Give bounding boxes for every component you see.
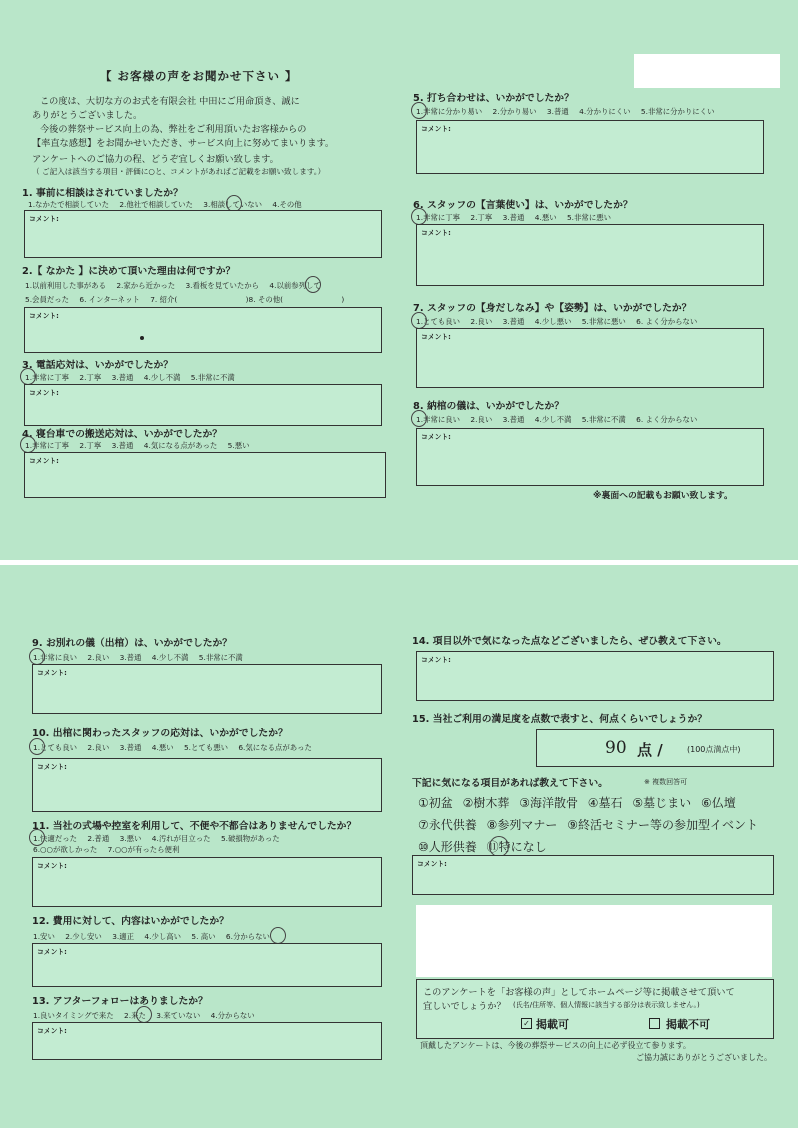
q1-options (28, 199, 310, 210)
q4-option-3[interactable]: 3.普通 (111, 441, 134, 450)
q10-option-5[interactable]: 5.とても悪い (183, 743, 228, 752)
q6-option-1[interactable]: 1.非常に丁寧 (416, 213, 461, 222)
comment-label: コメント: (29, 215, 59, 223)
q14-text: 14. 項目以外で気になった点などございましたら、ぜひ教えて下さい。 (412, 636, 727, 647)
q6-option-5[interactable]: 5.非常に悪い (566, 213, 611, 222)
q4-options (25, 440, 257, 451)
answer-circle-mark (20, 368, 36, 385)
q5-options (416, 106, 722, 117)
redaction-block (634, 54, 780, 88)
comment-label: コメント: (421, 333, 451, 341)
interest-comment-box[interactable] (412, 855, 774, 895)
q13-comment-box[interactable] (32, 1022, 382, 1060)
q1-option-4[interactable]: 4.その他 (272, 200, 302, 209)
publish-yes-label: 掲載可 (536, 1018, 569, 1031)
q11-option-3[interactable]: 3.悪い (119, 834, 142, 843)
intro-line-4: 【率直な感想】をお聞かせいただき、サービス向上に努めてまいります。 (32, 138, 335, 149)
q3-option-2[interactable]: 2.丁寧 (79, 373, 102, 382)
q2-options-row2 (25, 294, 352, 305)
q9-text: 9. お別れの儀（出棺）は、いかがでしたか？ (32, 638, 233, 649)
q12-option-4[interactable]: 4.少し高い (144, 932, 182, 941)
answer-circle-mark (29, 738, 45, 755)
q13-option-2[interactable]: 2.来た (124, 1011, 146, 1020)
q6-comment-box[interactable] (416, 224, 764, 286)
interest-option-4[interactable]: ④墓石 (587, 796, 623, 810)
q7-comment-box[interactable] (416, 328, 764, 388)
q10-option-6[interactable]: 6.気になる点があった (238, 743, 312, 752)
answer-circle-mark (20, 436, 36, 453)
publish-note: (氏名/住所等、個人情報に該当する部分は表示致しません。) (513, 1001, 700, 1009)
answer-circle-mark (270, 927, 286, 944)
q5-option-2[interactable]: 2.分かり易い (492, 107, 537, 116)
q3-options (25, 372, 243, 383)
q10-comment-box[interactable] (32, 758, 382, 812)
answer-circle-mark (411, 410, 427, 427)
q8-option-6[interactable]: 6. よく分からない (636, 415, 698, 424)
q10-option-3[interactable]: 3.普通 (119, 743, 142, 752)
q10-option-2[interactable]: 2.良い (87, 743, 110, 752)
q11-option-4[interactable]: 4.汚れが目立った (151, 834, 211, 843)
q13-option-1[interactable]: 1.良いタイミングで来た (33, 1011, 114, 1020)
q9-options (33, 652, 251, 663)
survey-title: 【 お客様の声をお聞かせ下さい 】 (100, 69, 298, 83)
interest-row-2 (418, 816, 764, 833)
q11-option-7[interactable]: 7.○○が有ったら便利 (107, 845, 180, 854)
q3-option-1[interactable]: 1.非常に丁寧 (25, 373, 70, 382)
back-side-note: ※裏面への記載もお願い致します。 (593, 491, 733, 501)
interest-note: ※ 複数回答可 (644, 778, 688, 786)
q1-comment-box[interactable] (24, 210, 382, 258)
answer-circle-mark (29, 648, 45, 665)
answer-circle-mark (305, 276, 321, 293)
q11-options-row1 (33, 833, 288, 844)
q5-comment-box[interactable] (416, 120, 764, 174)
answer-circle-mark (411, 312, 427, 329)
q9-option-5[interactable]: 5.非常に不満 (198, 653, 243, 662)
q2-option-2[interactable]: 2.家から近かった (116, 281, 176, 290)
q7-option-1[interactable]: 1.とても良い (416, 317, 461, 326)
intro-line-1: この度は、大切な方のお式を有限会社 中田にご用命頂き、誠に (40, 96, 300, 107)
q2-option-7[interactable]: 7. 紹介( (150, 295, 178, 304)
publish-text-2: 宜しいでしょうか？ (423, 1001, 506, 1012)
q12-option-3[interactable]: 3.適正 (112, 932, 135, 941)
comment-label: コメント: (421, 656, 451, 664)
q2-option-close: ) (341, 295, 345, 304)
q11-text: 11. 当社の式場や控室を利用して、不便や不都合はありませんでしたか？ (32, 821, 357, 832)
q6-text: 6. スタッフの【言葉使い】は、いかがでしたか？ (413, 200, 633, 211)
q7-option-4[interactable]: 4.少し悪い (534, 317, 572, 326)
q5-option-4[interactable]: 4.分かりにくい (579, 107, 631, 116)
q6-options (416, 212, 619, 223)
interest-text: 下記に気になる項目があれば教えて下さい。 (412, 778, 608, 789)
q3-comment-box[interactable] (24, 384, 382, 426)
q7-options (416, 316, 705, 327)
q4-text: 4. 寝台車での搬送応対は、いかがでしたか？ (22, 429, 223, 440)
comment-label: コメント: (421, 125, 451, 133)
q4-comment-box[interactable] (24, 452, 386, 498)
q1-option-1[interactable]: 1.なかたで相談していた (28, 200, 109, 209)
q8-text: 8. 納棺の儀は、いかがでしたか？ (413, 401, 565, 412)
interest-row-1 (418, 794, 742, 811)
comment-label: コメント: (37, 948, 67, 956)
interest-option-11[interactable]: ⑪特になし (486, 840, 547, 854)
q10-option-4[interactable]: 4.悪い (151, 743, 174, 752)
q2-options-row1 (25, 280, 329, 291)
redaction-block (416, 905, 772, 977)
publish-no-label: 掲載不可 (666, 1018, 710, 1031)
q2-option-1[interactable]: 1.以前利用した事がある (25, 281, 106, 290)
q9-option-4[interactable]: 4.少し不満 (151, 653, 189, 662)
q3-text: 3. 電話応対は、いかがでしたか？ (22, 360, 174, 371)
q12-option-6[interactable]: 6.分からない (225, 932, 270, 941)
q5-text: 5. 打ち合わせは、いかがでしたか？ (413, 93, 574, 104)
q8-option-5[interactable]: 5.非常に不満 (581, 415, 626, 424)
q5-option-5[interactable]: 5.非常に分かりにくい (640, 107, 715, 116)
answer-circle-mark (411, 102, 427, 119)
q8-option-4[interactable]: 4.少し不満 (534, 415, 572, 424)
q4-option-4[interactable]: 4.気になる点があった (143, 441, 218, 450)
q11-comment-box[interactable] (32, 857, 382, 907)
q2-option-6[interactable]: 6. インターネット (79, 295, 140, 304)
publish-no-checkbox[interactable] (649, 1018, 660, 1029)
comment-label: コメント: (37, 763, 67, 771)
q2-option-8[interactable]: )8. その他( (245, 295, 283, 304)
survey-sheet-front (0, 0, 798, 560)
q4-option-1[interactable]: 1.非常に丁寧 (25, 441, 70, 450)
intro-line-5: アンケートへのご協力の程、どうぞ宜しくお願い致します。 (32, 154, 279, 165)
q12-option-5[interactable]: 5. 高い (191, 932, 216, 941)
q12-option-2[interactable]: 2.少し安い (65, 932, 102, 941)
q9-option-2[interactable]: 2.良い (87, 653, 110, 662)
intro-line-2: ありがとうございました。 (32, 110, 143, 121)
comment-label: コメント: (29, 312, 59, 320)
q12-options (33, 931, 278, 942)
q3-option-3[interactable]: 3.普通 (111, 373, 134, 382)
q11-option-5[interactable]: 5.破損物があった (220, 834, 280, 843)
comment-label: コメント: (29, 389, 59, 397)
q9-option-1[interactable]: 1.非常に良い (33, 653, 78, 662)
q1-option-3[interactable]: 3.相談していない (203, 200, 263, 209)
q6-option-2[interactable]: 2.丁寧 (470, 213, 493, 222)
interest-option-10[interactable]: ⑩人形供養 (418, 840, 477, 854)
q3-option-4[interactable]: 4.少し不満 (143, 373, 181, 382)
footer-line-1: 頂戴したアンケートは、今後の葬祭サービスの向上に必ず役立て参ります。 (420, 1041, 691, 1050)
comment-label: コメント: (421, 229, 451, 237)
q15-text: 15. 当社ご利用の満足度を点数で表すと、何点くらいでしょうか？ (412, 714, 708, 725)
q2-option-4[interactable]: 4.以前参列して (269, 281, 321, 290)
q7-text: 7. スタッフの【身だしなみ】や【姿勢】は、いかがでしたか？ (413, 303, 692, 314)
q12-comment-box[interactable] (32, 943, 382, 987)
publish-consent-box (416, 979, 774, 1039)
q2-comment-box[interactable] (24, 307, 382, 353)
q7-option-5[interactable]: 5.非常に悪い (581, 317, 626, 326)
pen-dot (140, 336, 144, 340)
q11-options-row2 (33, 844, 187, 855)
q7-option-6[interactable]: 6. よく分からない (636, 317, 698, 326)
interest-option-2[interactable]: ②樹木葬 (462, 796, 510, 810)
answer-circle-mark (489, 836, 509, 857)
interest-row-3 (418, 838, 553, 855)
q2-option-3[interactable]: 3.看板を見ていたから (185, 281, 260, 290)
q7-option-2[interactable]: 2.良い (470, 317, 493, 326)
score-note: (100点満点中) (687, 745, 741, 754)
comment-label: コメント: (421, 433, 451, 441)
q2-text: 2.【 なかた 】に決めて頂いた理由は何ですか？ (22, 266, 236, 277)
comment-label: コメント: (29, 457, 59, 465)
q1-option-2[interactable]: 2.他社で相談していた (119, 200, 193, 209)
interest-option-7[interactable]: ⑦永代供養 (418, 818, 477, 832)
q9-option-3[interactable]: 3.普通 (119, 653, 142, 662)
q8-option-2[interactable]: 2.良い (470, 415, 493, 424)
interest-option-8[interactable]: ⑧参列マナー (486, 818, 558, 832)
publish-yes-checkbox[interactable]: ✓ (521, 1018, 532, 1029)
q2-option-5[interactable]: 5.会員だった (25, 295, 70, 304)
q10-options (33, 742, 320, 753)
score-value: 90 (605, 738, 627, 758)
q9-comment-box[interactable] (32, 664, 382, 714)
q10-option-1[interactable]: 1.とても良い (33, 743, 78, 752)
comment-label: コメント: (37, 1027, 67, 1035)
comment-label: コメント: (37, 862, 67, 870)
q12-option-1[interactable]: 1.安い (33, 932, 55, 941)
q7-option-3[interactable]: 3.普通 (502, 317, 525, 326)
q3-option-5[interactable]: 5.非常に不満 (190, 373, 235, 382)
answer-circle-mark (411, 208, 427, 225)
survey-sheet-back (0, 565, 798, 1128)
footer-line-2: ご協力誠にありがとうございました。 (636, 1053, 772, 1062)
q5-option-1[interactable]: 1.非常に分かり易い (416, 107, 483, 116)
q4-option-2[interactable]: 2.丁寧 (79, 441, 102, 450)
comment-label: コメント: (37, 669, 67, 677)
q11-option-2[interactable]: 2.普通 (87, 834, 110, 843)
q14-comment-box[interactable] (416, 651, 774, 701)
interest-option-6[interactable]: ⑥仏壇 (700, 796, 736, 810)
intro-line-3: 今後の葬祭サービス向上の為、弊社をご利用頂いたお客様からの (40, 124, 307, 135)
interest-option-3[interactable]: ③海洋散骨 (519, 796, 578, 810)
q12-text: 12. 費用に対して、内容はいかがでしたか？ (32, 916, 229, 927)
q6-option-3[interactable]: 3.普通 (502, 213, 525, 222)
score-unit: 点 / (637, 741, 663, 759)
intro-line-6: （ ご記入は該当する項目・評価に○と、コメントがあればご記載をお願い致します。） (32, 167, 326, 176)
publish-text-1: このアンケートを「お客様の声」としてホームページ等に掲載させて頂いて (423, 987, 735, 998)
q13-text: 13. アフターフォローはありましたか？ (32, 996, 208, 1007)
q13-option-4[interactable]: 4.分からない (210, 1011, 255, 1020)
score-box[interactable] (536, 729, 774, 767)
q8-option-1[interactable]: 1.非常に良い (416, 415, 461, 424)
comment-label: コメント: (417, 860, 447, 868)
q5-option-3[interactable]: 3.普通 (546, 107, 569, 116)
q4-option-5[interactable]: 5.悪い (227, 441, 250, 450)
q11-option-1[interactable]: 1.快適だった (33, 834, 78, 843)
q8-comment-box[interactable] (416, 428, 764, 486)
q8-options (416, 414, 705, 425)
q1-text: 1. 事前に相談はされていましたか？ (22, 188, 183, 199)
interest-option-1[interactable]: ①初盆 (418, 796, 453, 810)
answer-circle-mark (136, 1006, 152, 1023)
interest-option-5[interactable]: ⑤墓じまい (632, 796, 692, 810)
interest-option-9[interactable]: ⑨終活セミナー等の参加型イベント (567, 818, 758, 832)
q8-option-3[interactable]: 3.普通 (502, 415, 525, 424)
q6-option-4[interactable]: 4.悪い (534, 213, 557, 222)
q10-text: 10. 出棺に関わったスタッフの応対は、いかがでしたか？ (32, 728, 288, 739)
q13-option-3[interactable]: 3.来ていない (156, 1011, 201, 1020)
q11-option-6[interactable]: 6.○○が欲しかった (33, 845, 98, 854)
